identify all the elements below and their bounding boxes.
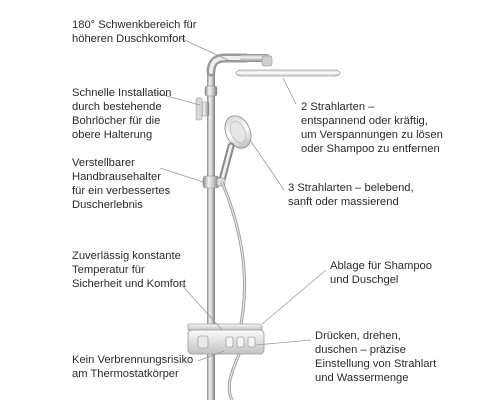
leader-head-sprays	[283, 78, 296, 104]
callout-push-controls: Drücken, drehen, duschen – präzise Einstellung von Strahlart und Wassermenge	[315, 330, 437, 384]
shower-hose	[222, 182, 245, 400]
callout-adjustable-holder: Verstellbarer Handbrausehalter für ein verbessertes Duscherlebnis	[72, 157, 171, 211]
leader-temperature	[180, 283, 222, 330]
callout-shelf: Ablage für Shampoo und Duschgel	[330, 260, 432, 286]
callout-head-shower-sprays: 2 Strahlarten – entspannend oder kräftig, um Verspannungen zu lösen oder Shampoo zu entfernen	[301, 101, 443, 155]
hand-shower-holder	[203, 176, 225, 188]
thermostat-shelf-unit	[188, 324, 264, 354]
callout-swivel-range: 180° Schwenkbereich für höheren Duschkomfort	[72, 19, 197, 45]
callout-no-burn-risk: Kein Verbrennungsrisiko am Thermostatkörper	[72, 354, 194, 380]
hand-shower	[220, 112, 256, 180]
callout-hand-shower-sprays: 3 Strahlarten – belebend, sanft oder massierend	[288, 182, 414, 208]
callout-constant-temperature: Zuverlässig konstante Temperatur für Sicherheit und Komfort	[72, 250, 186, 290]
leader-hand-sprays	[250, 140, 284, 190]
callout-quick-installation: Schnelle Installation durch bestehende Bohrlöcher für die obere Halterung	[72, 87, 172, 141]
leader-shelf	[262, 270, 326, 324]
